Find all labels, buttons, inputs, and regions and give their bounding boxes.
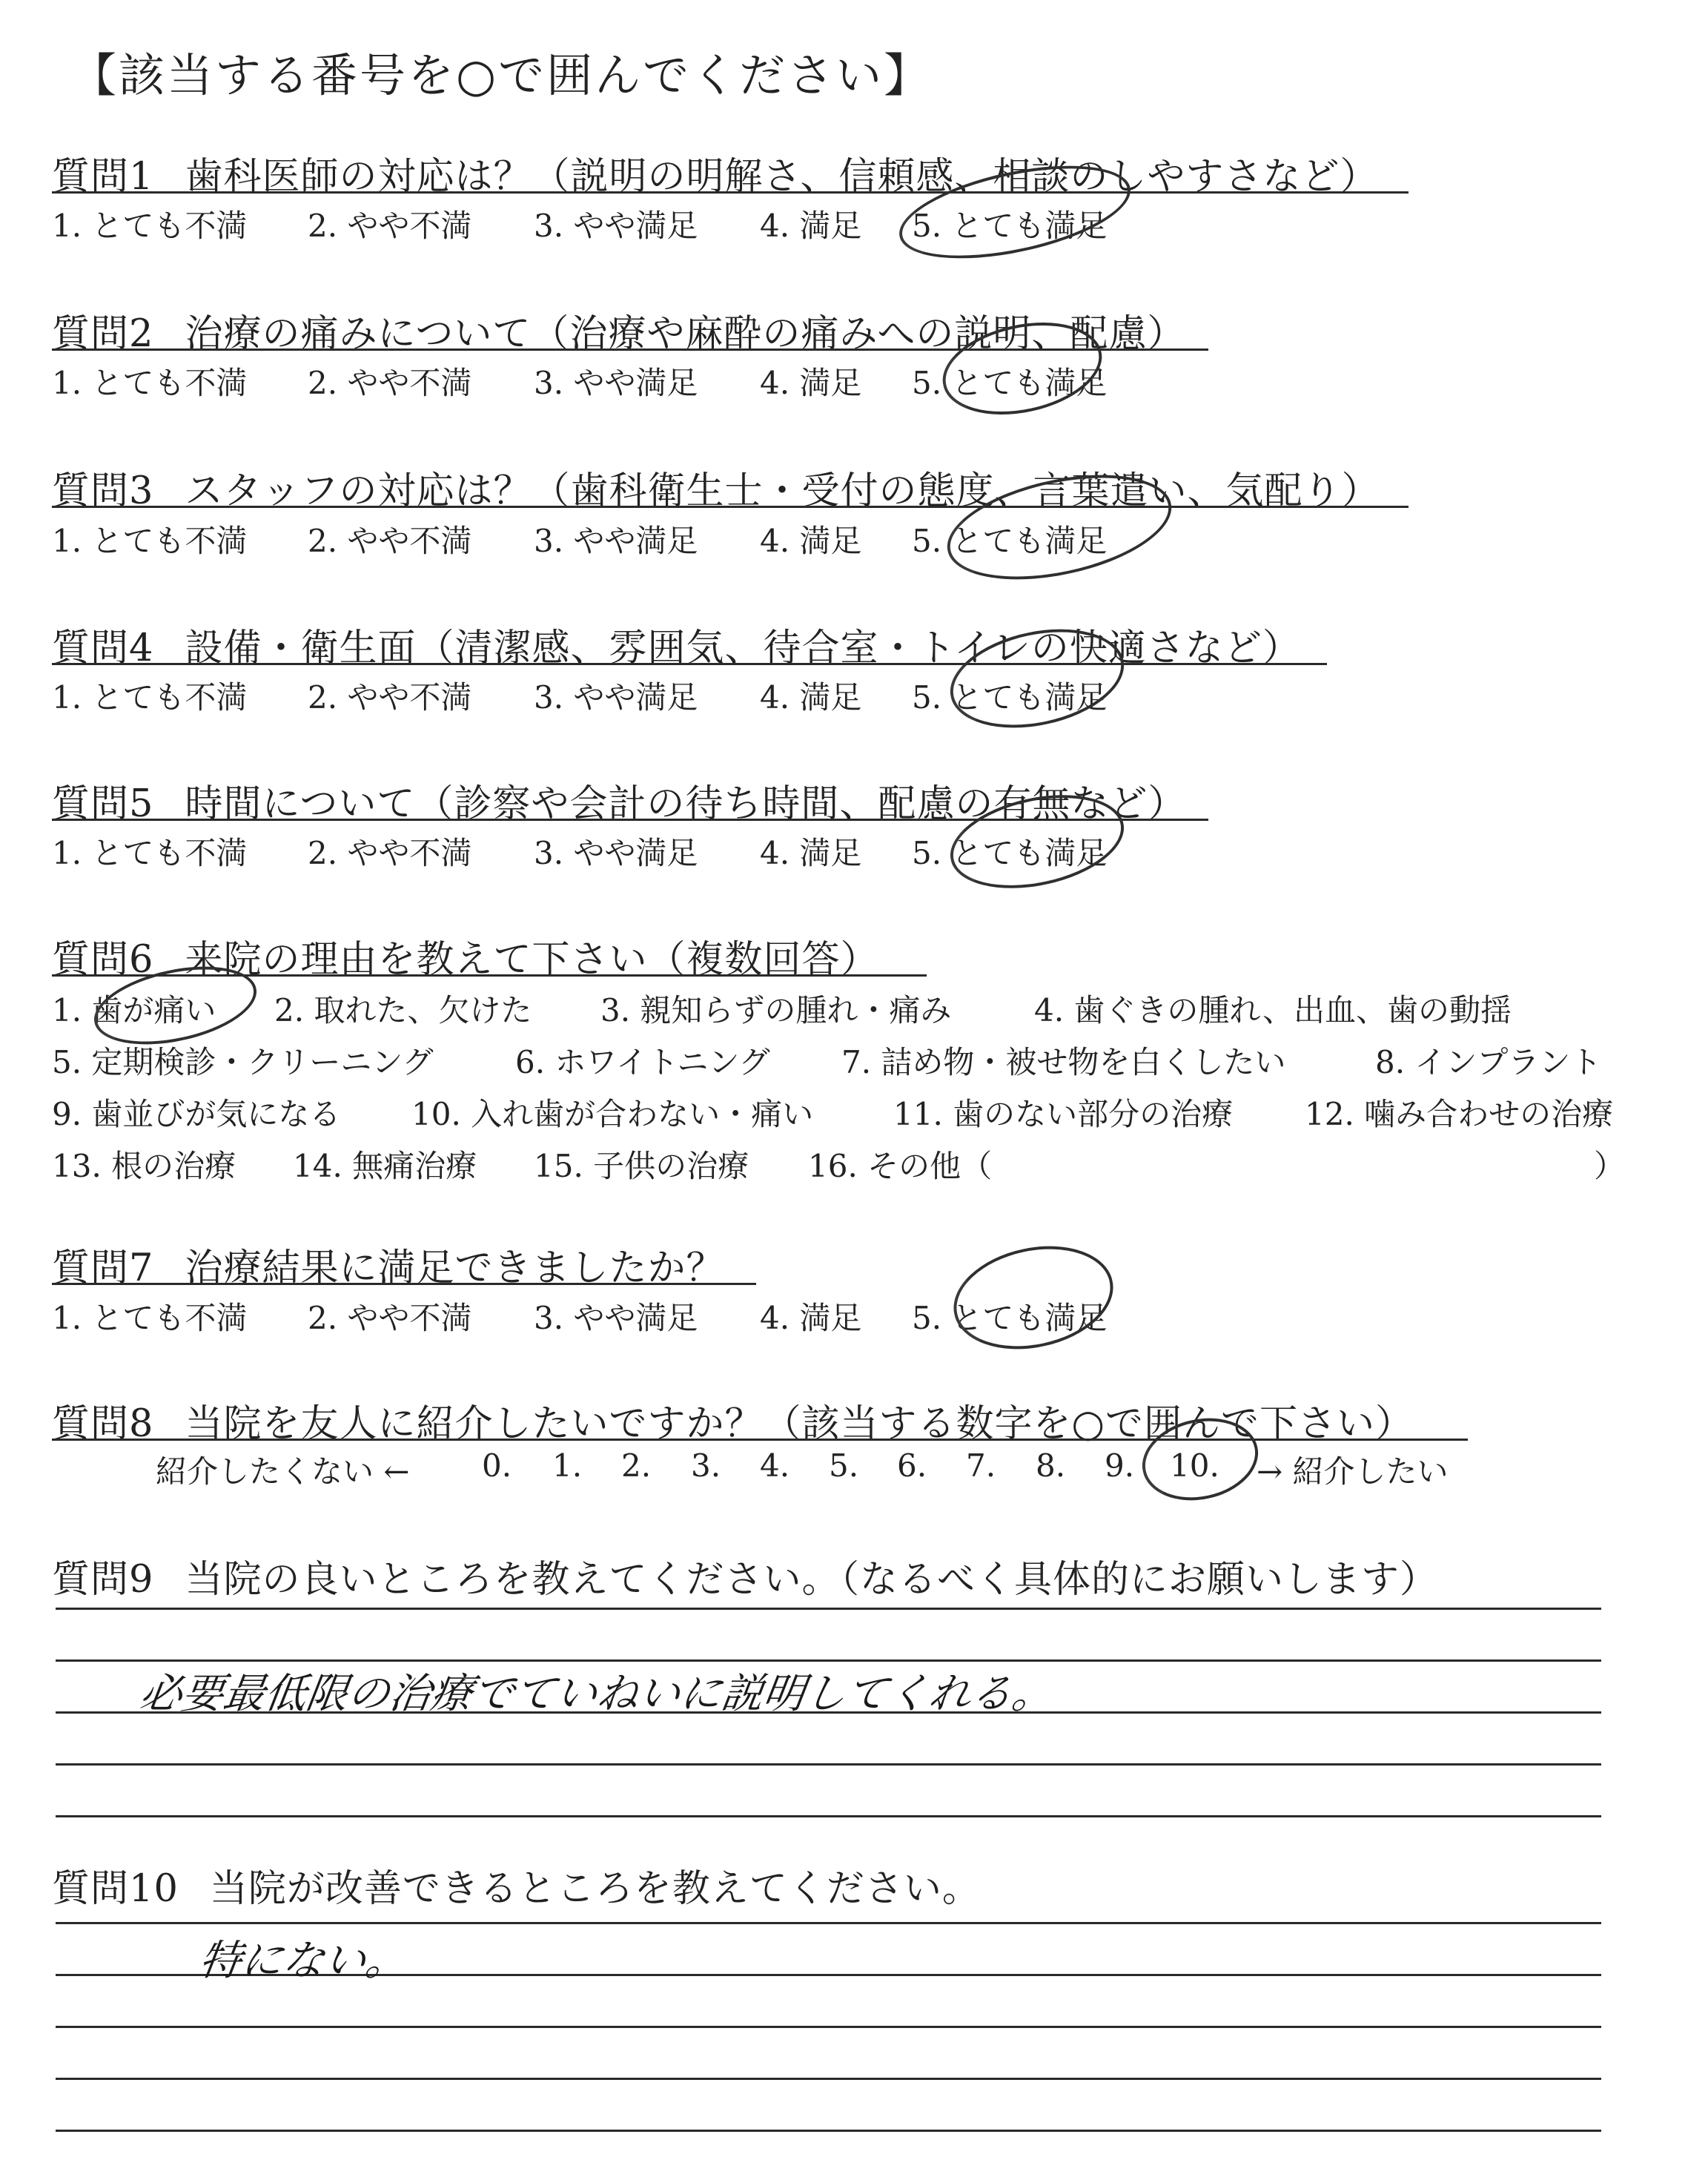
- question-text: 時間について（診察や会計の待ち時間、配慮の有無など）: [185, 782, 1187, 826]
- reason-item[interactable]: 11. 歯のない部分の治療: [893, 1096, 1234, 1132]
- question-label: 質問8: [52, 1402, 154, 1446]
- question-label: 質問3: [52, 469, 154, 513]
- reason-item[interactable]: 3. 親知らずの腫れ・痛み: [600, 992, 952, 1028]
- option-2[interactable]: 2. やや不満: [308, 523, 472, 559]
- question-text: 当院を友人に紹介したいですか？（該当する数字を○で囲んで下さい）: [185, 1402, 1414, 1446]
- reason-item[interactable]: 14. 無痛治療: [293, 1148, 477, 1184]
- option-1[interactable]: 1. とても不満: [52, 523, 248, 559]
- question-label: 質問9: [52, 1558, 154, 1602]
- answer-line: [56, 2026, 1601, 2028]
- question-label: 質問1: [52, 155, 154, 199]
- answer-line: [56, 1815, 1601, 1817]
- question-text: 治療の痛みについて（治療や麻酔の痛みへの説明、配慮）: [185, 312, 1186, 356]
- reason-item[interactable]: 9. 歯並びが気になる: [52, 1096, 341, 1132]
- question-10-heading: [52, 1857, 981, 1912]
- option-2[interactable]: 2. やや不満: [308, 1300, 472, 1336]
- question-text: 来院の理由を教えて下さい（複数回答）: [185, 938, 879, 982]
- scale-value[interactable]: 1.: [552, 1447, 583, 1484]
- option-2[interactable]: 2. やや不満: [308, 365, 472, 401]
- answer-line: [56, 2130, 1601, 2132]
- option-5[interactable]: 5. とても満足: [912, 1300, 1108, 1336]
- question-label: 質問2: [52, 312, 154, 356]
- answer-q10-handwritten[interactable]: 特にない。: [196, 1937, 411, 1985]
- option-4[interactable]: 4. 満足: [760, 835, 862, 871]
- reason-item[interactable]: 8. インプラント: [1375, 1044, 1602, 1080]
- option-5[interactable]: 5. とても満足: [912, 208, 1108, 244]
- question-7-underline: [52, 1283, 756, 1285]
- question-1-underline: [52, 191, 1409, 194]
- option-5[interactable]: 5. とても満足: [912, 365, 1108, 401]
- option-3[interactable]: 3. やや満足: [534, 523, 698, 559]
- reason-item[interactable]: 5. 定期検診・クリーニング: [52, 1044, 434, 1080]
- option-1[interactable]: 1. とても不満: [52, 1300, 248, 1336]
- reason-item[interactable]: 12. 噛み合わせの治療: [1305, 1096, 1614, 1132]
- option-3[interactable]: 3. やや満足: [534, 1300, 698, 1336]
- question-4-underline: [52, 663, 1327, 665]
- question-label: 質問5: [52, 782, 154, 826]
- answer-line: [56, 1922, 1601, 1924]
- option-4[interactable]: 4. 満足: [760, 523, 862, 559]
- option-4[interactable]: 4. 満足: [760, 208, 862, 244]
- scale-value[interactable]: 8.: [1036, 1447, 1066, 1484]
- option-3[interactable]: 3. やや満足: [534, 365, 698, 401]
- option-1[interactable]: 1. とても不満: [52, 365, 248, 401]
- option-5[interactable]: 5. とても満足: [912, 523, 1108, 559]
- question-text: 治療結果に満足できましたか？: [185, 1246, 725, 1290]
- option-1[interactable]: 1. とても不満: [52, 835, 248, 871]
- option-4[interactable]: 4. 満足: [760, 679, 862, 716]
- option-3[interactable]: 3. やや満足: [534, 679, 698, 716]
- question-label: 質問10: [52, 1867, 179, 1911]
- question-text: 当院の良いところを教えてください。（なるべく具体的にお願いします）: [185, 1558, 1438, 1602]
- question-8-underline: [52, 1439, 1468, 1441]
- reason-other-close: ）: [1594, 1148, 1626, 1184]
- question-text: 当院が改善できるところを教えてください。: [209, 1867, 981, 1911]
- option-5[interactable]: 5. とても満足: [912, 679, 1108, 716]
- option-2[interactable]: 2. やや不満: [308, 835, 472, 871]
- scale-value[interactable]: 3.: [691, 1447, 721, 1484]
- question-label: 質問6: [52, 938, 154, 982]
- scale-value[interactable]: 2.: [621, 1447, 652, 1484]
- answer-line: [56, 2078, 1601, 2080]
- question-label: 質問7: [52, 1246, 154, 1290]
- question-text: 設備・衛生面（清潔感、雰囲気、待合室・トイレの快適さなど）: [185, 627, 1301, 670]
- scale-value[interactable]: 9.: [1105, 1447, 1135, 1484]
- reason-item[interactable]: 13. 根の治療: [52, 1148, 236, 1184]
- answer-q9-handwritten[interactable]: 必要最低限の治療でていねいに説明してくれる。: [136, 1670, 1057, 1718]
- question-3-underline: [52, 506, 1409, 508]
- reason-item[interactable]: 10. 入れ歯が合わない・痛い: [411, 1096, 814, 1132]
- scale-value[interactable]: 6.: [897, 1447, 927, 1484]
- question-text: 歯科医師の対応は？（説明の明解さ、信頼感、相談のしやすさなど）: [185, 155, 1379, 199]
- question-text: スタッフの対応は？（歯科衛生士・受付の態度、言葉遣い、気配り）: [185, 469, 1380, 513]
- option-4[interactable]: 4. 満足: [760, 1300, 862, 1336]
- answer-line: [56, 1608, 1601, 1610]
- scale-value[interactable]: 7.: [966, 1447, 996, 1484]
- reason-item[interactable]: 4. 歯ぐきの腫れ、出血、歯の動揺: [1034, 992, 1512, 1028]
- option-3[interactable]: 3. やや満足: [534, 208, 698, 244]
- question-6-underline: [52, 974, 927, 977]
- question-label: 質問4: [52, 627, 154, 670]
- answer-line: [56, 1763, 1601, 1766]
- option-1[interactable]: 1. とても不満: [52, 208, 248, 244]
- question-5-underline: [52, 819, 1208, 821]
- reason-item[interactable]: 16. その他（: [808, 1148, 993, 1184]
- option-2[interactable]: 2. やや不満: [308, 208, 472, 244]
- scale-left-label: 紹介したくない ←: [156, 1453, 410, 1490]
- option-2[interactable]: 2. やや不満: [308, 679, 472, 716]
- option-4[interactable]: 4. 満足: [760, 365, 862, 401]
- option-1[interactable]: 1. とても不満: [52, 679, 248, 716]
- reason-item[interactable]: 15. 子供の治療: [534, 1148, 749, 1184]
- reason-item[interactable]: 6. ホワイトニング: [515, 1044, 770, 1080]
- reason-item[interactable]: 7. 詰め物・被せ物を白くしたい: [841, 1044, 1286, 1080]
- option-5[interactable]: 5. とても満足: [912, 835, 1108, 871]
- reason-item[interactable]: 1. 歯が痛い: [52, 992, 216, 1028]
- reason-item[interactable]: 2. 取れた、欠けた: [274, 992, 532, 1028]
- scale-value[interactable]: 4.: [760, 1447, 790, 1484]
- question-2-underline: [52, 349, 1208, 351]
- scale-value[interactable]: 5.: [829, 1447, 859, 1484]
- page-title: 【該当する番号を○で囲んでください】: [70, 48, 933, 102]
- scale-right-label: → 紹介したい: [1257, 1453, 1449, 1490]
- scale-value[interactable]: 0.: [482, 1447, 512, 1484]
- option-3[interactable]: 3. やや満足: [534, 835, 698, 871]
- question-9-heading: [52, 1548, 1438, 1603]
- scale-value[interactable]: 10.: [1170, 1447, 1219, 1484]
